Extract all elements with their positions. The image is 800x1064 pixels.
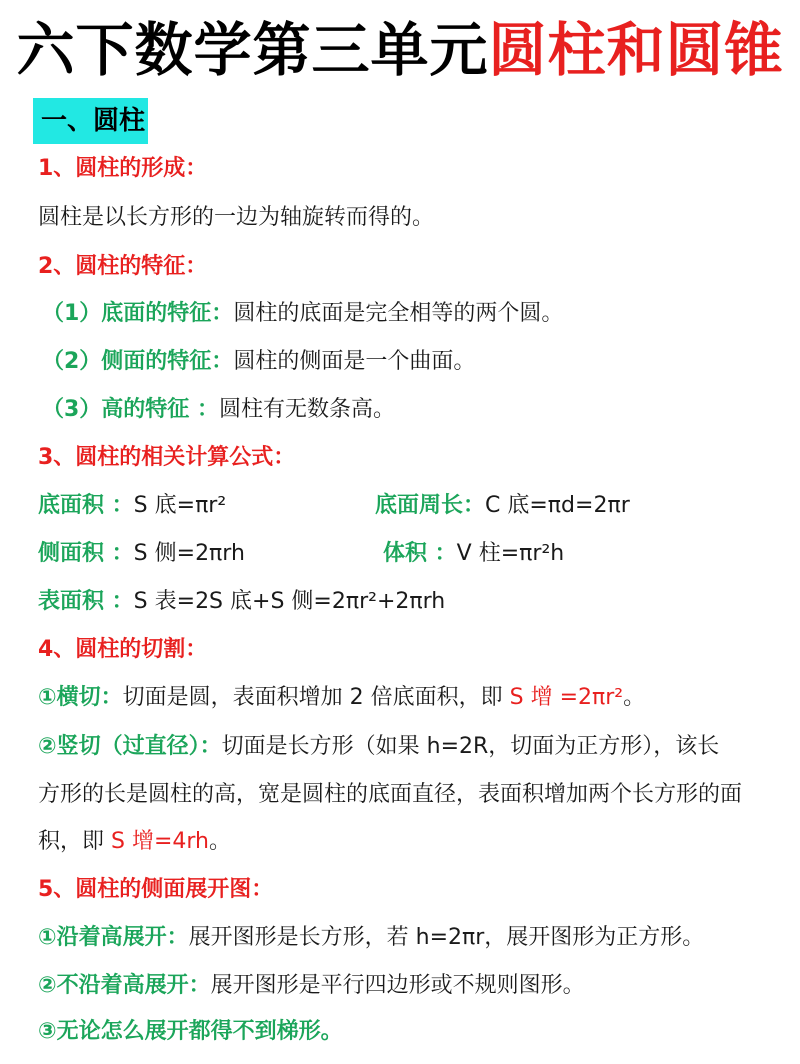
cut-vertical-end: 。 [209,829,232,854]
feature-base [42,298,563,330]
unfold-not-along-height-text: 展开图形是平行四边形或不规则图形。 [210,973,585,998]
cut-horizontal-text: 切面是圆，表面积增加 2 倍底面积，即 [122,685,510,710]
feature-height-label: （3）高的特征 ： [42,397,219,422]
formula-base-area [38,490,226,522]
formula-base-perimeter [375,490,630,522]
heading-formation: 1、圆柱的形成： [38,156,208,181]
formula-side-area-label: 侧面积 ： [38,541,134,566]
unfold-not-along-height [38,970,585,1002]
cut-horizontal [38,682,645,714]
feature-base-text: 圆柱的底面是完全相等的两个圆。 [233,301,564,326]
feature-base-label: （1）底面的特征： [42,301,234,326]
heading-unfold: 5、圆柱的侧面展开图： [38,877,274,902]
unfold-no-trapezoid: ③无论怎么展开都得不到梯形。 [38,1019,343,1044]
formula-volume-text: V 柱=πr²h [456,541,565,566]
heading-cutting: 4、圆柱的切割： [38,637,208,662]
formula-base-perimeter-text: C 底=πd=2πr [485,493,630,518]
cut-vertical-line2: 方形的长是圆柱的高，宽是圆柱的底面直径，表面积增加两个长方形的面 [38,782,743,807]
formula-side-area-text: S 侧=2πrh [133,541,245,566]
formula-volume-label: 体积 ： [383,541,457,566]
cut-vertical-formula: S 增=4rh [111,829,209,854]
cut-vertical-text1: 切面是长方形（如果 h=2R，切面为正方形），该长 [221,734,720,759]
cut-vertical-line3 [38,826,231,858]
cut-vertical-label: ②竖切（过直径）： [38,734,222,759]
formula-volume [383,538,564,570]
feature-height-text: 圆柱有无数条高。 [218,397,395,422]
feature-side-text: 圆柱的侧面是一个曲面。 [233,349,476,374]
feature-height [42,394,395,426]
formula-base-area-label: 底面积 ： [38,493,134,518]
unfold-along-height-text: 展开图形是长方形，若 h=2πr，展开图形为正方形。 [188,925,705,950]
unfold-along-height [38,922,704,954]
formula-side-area [38,538,245,570]
cut-horizontal-label: ①横切： [38,685,123,710]
formula-base-perimeter-label: 底面周长： [375,493,486,518]
formula-base-area-text: S 底=πr² [133,493,227,518]
unfold-not-along-height-label: ②不沿着高展开： [38,973,211,998]
unfold-along-height-label: ①沿着高展开： [38,925,189,950]
section-header: 一、圆柱 [33,98,148,144]
cut-horizontal-formula: S 增 =2πr² [509,685,624,710]
formula-surface-area-text: S 表=2S 底+S 侧=2πr²+2πrh [133,589,446,614]
feature-side [42,346,475,378]
cut-vertical-text3: 积，即 [38,829,111,854]
cut-horizontal-end: 。 [623,685,646,710]
title-part-red: 圆柱和圆锥 [488,16,784,84]
title-part-black: 六下数学第三单元 [16,16,489,84]
heading-features: 2、圆柱的特征： [38,254,208,279]
formula-surface-area [38,586,445,618]
heading-formulas: 3、圆柱的相关计算公式： [38,445,296,470]
page-title [0,14,800,86]
text-formation: 圆柱是以长方形的一边为轴旋转而得的。 [38,205,435,230]
formula-surface-area-label: 表面积 ： [38,589,134,614]
cut-vertical-line1 [38,731,719,763]
feature-side-label: （2）侧面的特征： [42,349,234,374]
